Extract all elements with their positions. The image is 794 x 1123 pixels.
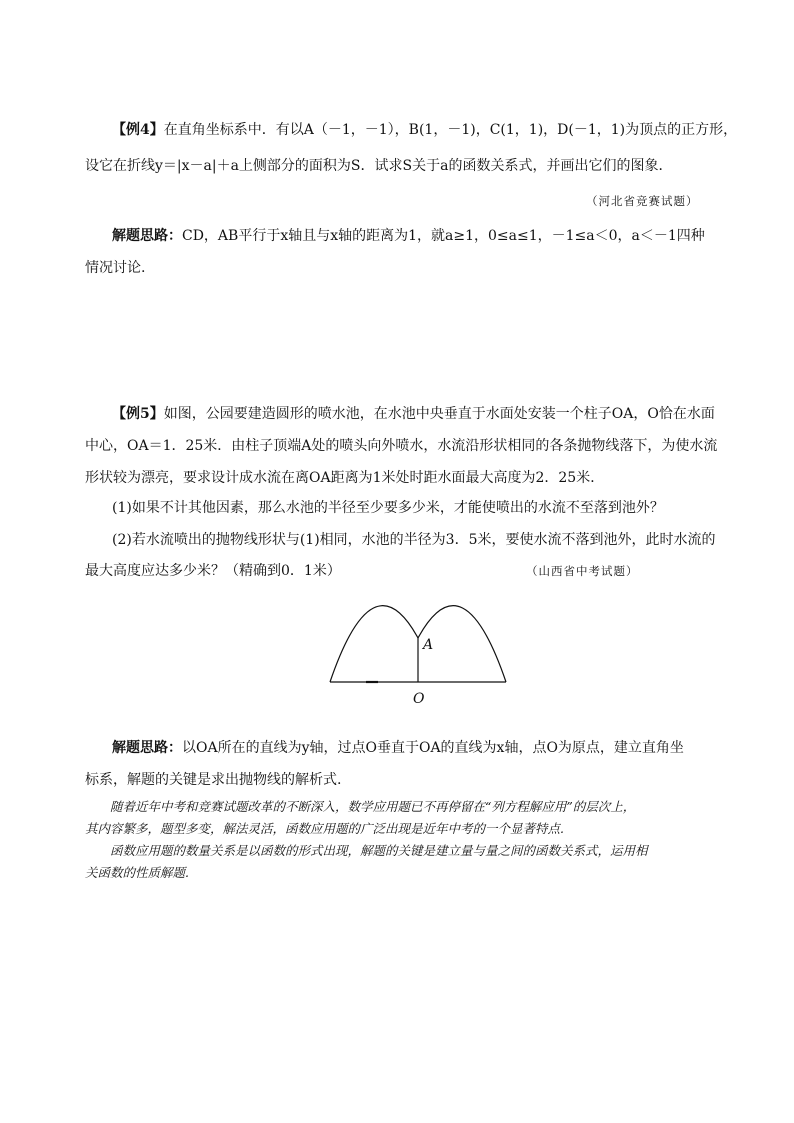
example-5-question-1: (1)如果不计其他因素，那么水池的半径至少要多少米，才能使喷出的水流不至落到池外？	[112, 500, 664, 516]
example-4-text-1: 在直角坐标系中．有以A（－1，－1），B(1，－1)，C(1，1)，D(－1，1)为顶点的正方形，	[163, 122, 738, 138]
example-4-hint-label: 解题思路：	[112, 228, 182, 244]
example-5-line-1	[112, 404, 715, 424]
label-o: O	[413, 691, 425, 707]
example-4-source: （河北省竞赛试题）	[586, 194, 699, 208]
note-paragraph-1b: 其内容繁多，题型多变，解法灵活，函数应用题的广泛出现是近年中考的一个显著特点.	[85, 821, 564, 836]
example-4-tag: 【例4】	[112, 122, 164, 138]
left-parabola	[330, 606, 418, 682]
example-4-line-1	[112, 120, 738, 140]
example-5-question-2a: (2)若水流喷出的抛物线形状与(1)相同，水池的半径为3．5米，要使水流不落到池外，此时水流的	[112, 532, 716, 548]
example-5-text-1: 如图，公园要建造圆形的喷水池，在水池中央垂直于水面处安装一个柱子OA，O恰在水面	[163, 406, 715, 422]
example-4-hint-line-2: 情况讨论.	[85, 260, 146, 276]
example-5-line-2: 中心，OA＝1．25米．由柱子顶端A处的喷头向外喷水，水流沿形状相同的各条抛物线落下，为使水流	[85, 438, 718, 454]
label-a: A	[423, 637, 434, 653]
example-4-line-2: 设它在折线y＝|x－a|＋a上侧部分的面积为S．试求S关于a的函数关系式，并画出它们的图象．	[85, 158, 673, 174]
example-4-hint-text: CD，AB平行于x轴且与x轴的距离为1，就a≥1，0≤a≤1，－1≤a＜0，a＜－1四种	[182, 228, 705, 244]
example-5-hint-label: 解题思路：	[112, 740, 182, 756]
example-5-hint-line-2: 标系，解题的关键是求出抛物线的解析式.	[85, 772, 342, 788]
note-paragraph-2b: 关函数的性质解题.	[85, 865, 189, 880]
note-paragraph-2a: 函数应用题的数量关系是以函数的形式出现，解题的关键是建立量与量之间的函数关系式，运用相	[110, 843, 648, 858]
example-5-hint-line-1	[112, 738, 712, 758]
fountain-figure	[320, 594, 520, 710]
example-5-tag: 【例5】	[112, 406, 164, 422]
example-5-question-2b: 最大高度应达多少米？（精确到0．1米）	[85, 563, 341, 579]
example-5-line-3: 形状较为漂亮，要求设计成水流在离OA距离为1米处时距水面最大高度为2．25米．	[85, 470, 605, 486]
example-4-hint-line-1	[112, 226, 712, 246]
example-5-source: （山西省中考试题）	[526, 564, 639, 578]
note-paragraph-1a: 随着近年中考和竞赛试题改革的不断深入，数学应用题已不再停留在“列方程解应用”的层次上，	[110, 799, 636, 814]
example-5-hint-text: 以OA所在的直线为y轴，过点O垂直于OA的直线为x轴，点O为原点，建立直角坐	[182, 740, 684, 756]
